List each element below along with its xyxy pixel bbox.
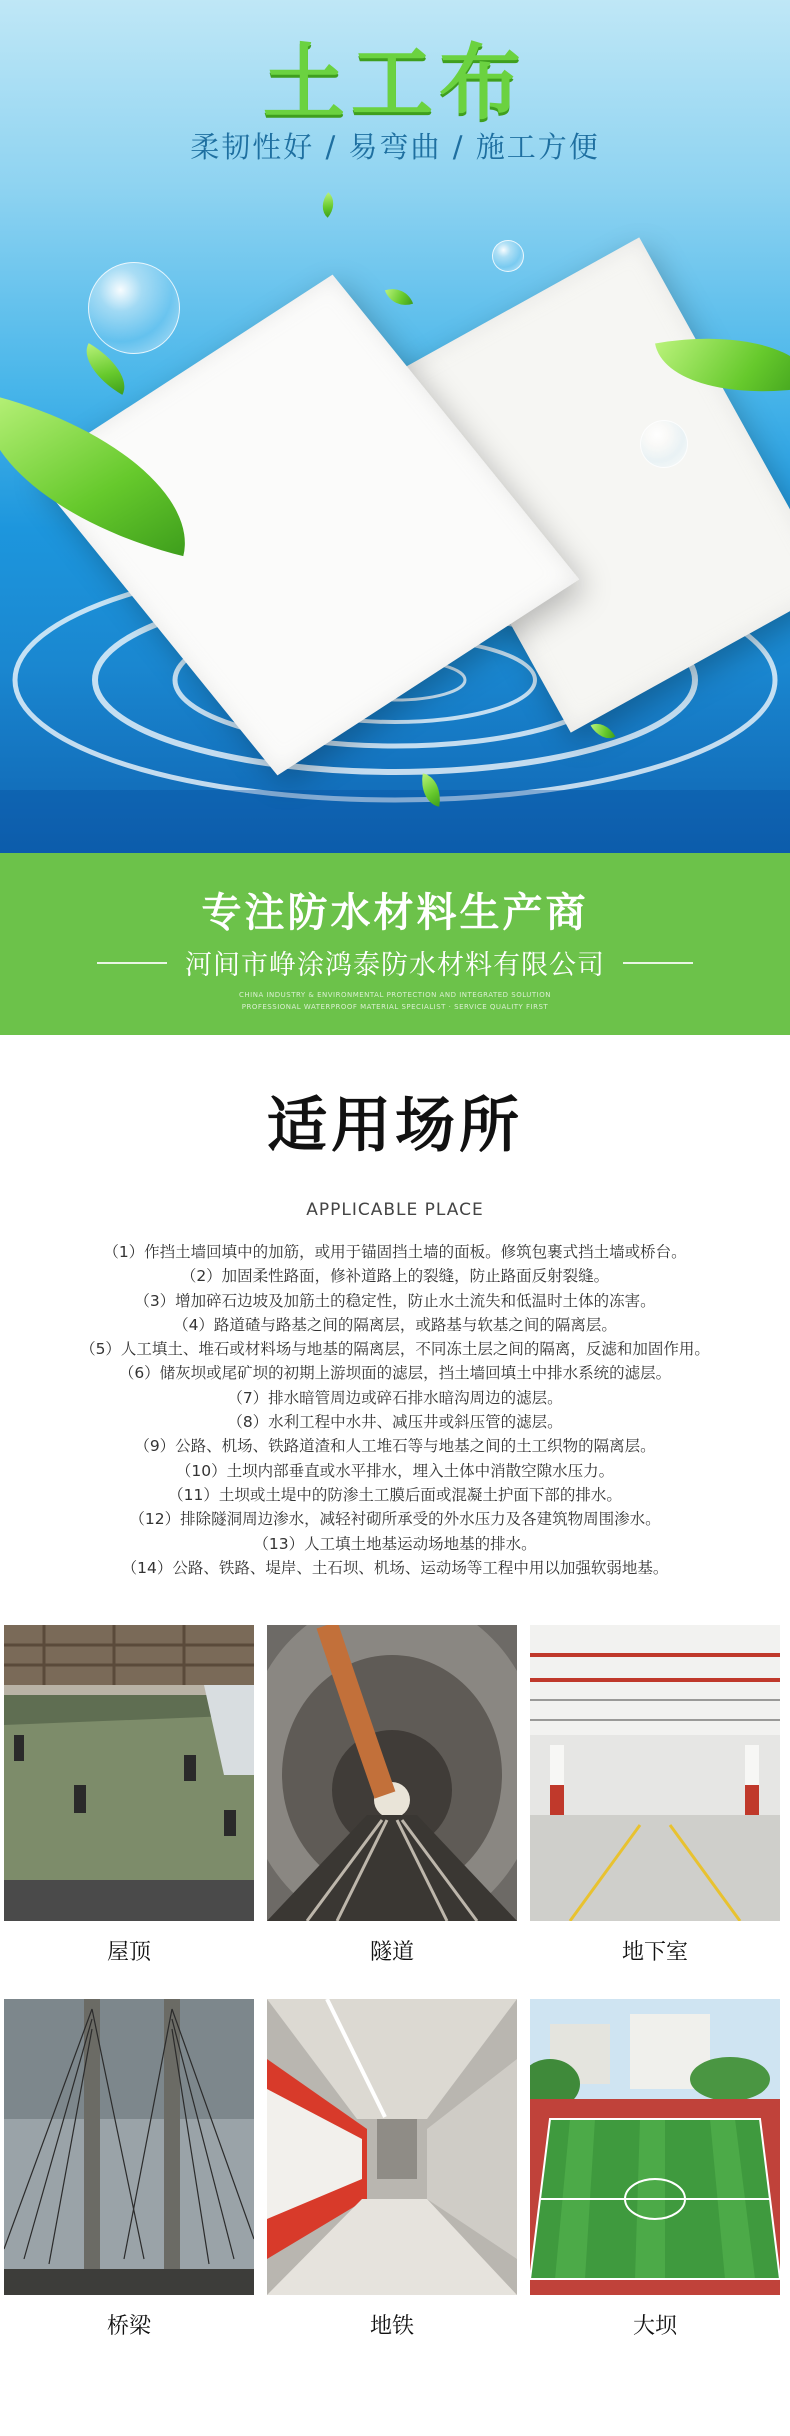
tile-label: 大坝	[632, 2314, 677, 2339]
list-item: （13）人工填土地基运动场地基的排水。	[253, 1534, 537, 1553]
bridge-photo-icon	[4, 1999, 254, 2295]
water-bubble-icon	[640, 420, 688, 468]
tile-label: 地下室	[621, 1940, 688, 1965]
list-item: （10）土坝内部垂直或水平排水，埋入土体中消散空隙水压力。	[175, 1461, 615, 1480]
company-banner	[0, 853, 790, 1035]
hero-banner	[0, 0, 790, 853]
gallery-tile-basement	[530, 1625, 780, 1966]
list-item: （3）增加碎石边坡及加筋土的稳定性，防止水土流失和低温时土体的冻害。	[134, 1291, 656, 1310]
product-tagline: 柔韧性好 / 易弯曲 / 施工方便	[190, 130, 600, 164]
tunnel-photo-icon	[267, 1625, 517, 1921]
leaf-icon	[385, 283, 413, 311]
usage-list	[10, 1240, 780, 1580]
subway-photo-icon	[267, 1999, 517, 2295]
section-subtitle: APPLICABLE PLACE	[306, 1200, 484, 1220]
company-row	[0, 943, 790, 982]
list-item: （2）加固柔性路面，修补道路上的裂缝，防止路面反射裂缝。	[180, 1267, 610, 1286]
water-bubble-icon	[492, 240, 524, 272]
list-item: （7）排水暗管周边或碎石排水暗沟周边的滤层。	[227, 1388, 563, 1407]
list-item: （12）排除隧洞周边渗水，减轻衬砌所承受的外水压力及各建筑物周围渗水。	[129, 1510, 661, 1529]
list-item: （4）路道碴与路基之间的隔离层，或路基与软基之间的隔离层。	[173, 1315, 617, 1334]
tile-label: 屋顶	[106, 1940, 151, 1965]
basement-photo-icon	[530, 1625, 780, 1921]
company-name: 河间市峥涂鸿泰防水材料有限公司	[185, 950, 605, 981]
list-item: （9）公路、机场、铁路道渣和人工堆石等与地基之间的土工织物的隔离层。	[134, 1437, 656, 1456]
list-item: （11）土坝或土堤中的防渗土工膜后面或混凝土护面下部的排水。	[168, 1485, 622, 1504]
tile-label: 桥梁	[106, 2314, 151, 2339]
list-item: （8）水利工程中水井、减压井或斜压管的滤层。	[227, 1413, 563, 1432]
water-bubble-icon	[88, 262, 180, 354]
gallery-tile-roof	[4, 1625, 254, 1966]
gallery-tile-dam	[530, 1999, 780, 2340]
tile-label: 隧道	[369, 1940, 414, 1965]
tile-label: 地铁	[369, 2314, 414, 2339]
list-item: （6）储灰坝或尾矿坝的初期上游坝面的滤层，挡土墙回填土中排水系统的滤层。	[118, 1364, 672, 1383]
section-title: 适用场所	[267, 1091, 523, 1161]
banner-headline: 专注防水材料生产商	[201, 890, 589, 936]
roof-photo-icon	[4, 1625, 254, 1921]
dam-photo-icon	[530, 1999, 780, 2295]
list-item: （5）人工填土、堆石或材料场与地基的隔离层，不同冻土层之间的隔离，反滤和加固作用。	[80, 1340, 710, 1359]
divider-line	[623, 962, 693, 964]
list-item: （1）作挡土墙回填中的加筋，或用于锚固挡土墙的面板。修筑包裹式挡土墙或桥台。	[103, 1243, 687, 1261]
leaf-icon	[315, 192, 340, 218]
gallery-tile-bridge	[4, 1999, 254, 2340]
fine-print: PROFESSIONAL WATERPROOF MATERIAL SPECIALIST · SERVICE QUALITY FIRST	[241, 1003, 549, 1011]
fine-print: CHINA INDUSTRY & ENVIRONMENTAL PROTECTION AND INTEGRATED SOLUTION	[239, 991, 551, 999]
list-item: （14）公路、铁路、堤岸、土石坝、机场、运动场等工程中用以加强软弱地基。	[121, 1558, 669, 1577]
product-title: 土工布	[262, 36, 527, 131]
divider-line	[97, 962, 167, 964]
gallery-tile-tunnel	[267, 1625, 517, 1966]
gallery-tile-subway	[267, 1999, 517, 2340]
